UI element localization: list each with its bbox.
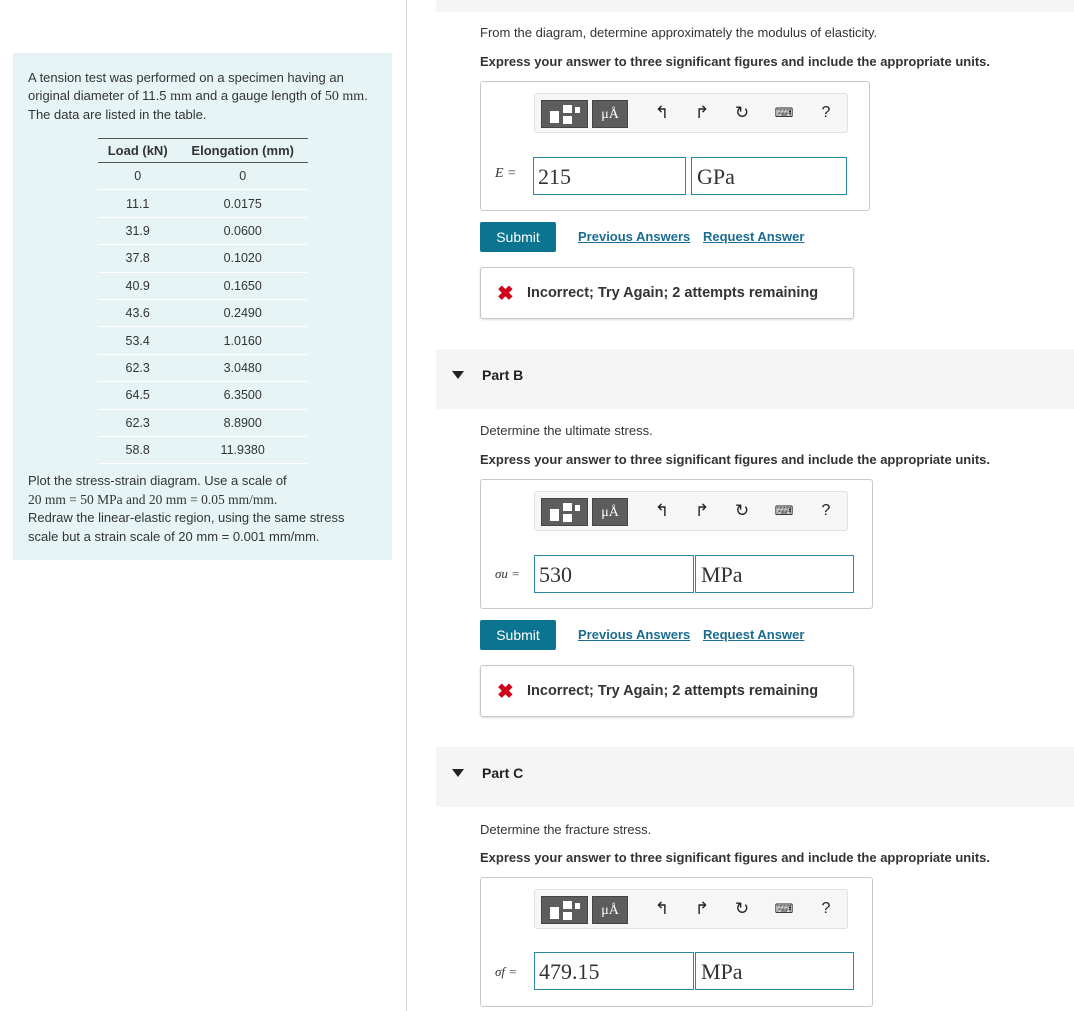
load-cell: 58.8 <box>98 436 177 463</box>
incorrect-icon: ✖ <box>497 283 514 305</box>
redo-icon[interactable]: ↱ <box>694 501 710 520</box>
reset-icon[interactable]: ↻ <box>734 103 750 122</box>
previous-answers-link[interactable]: Previous Answers <box>578 627 691 642</box>
keyboard-icon[interactable]: ⌨ <box>774 901 794 916</box>
help-icon[interactable]: ? <box>821 502 831 519</box>
keyboard-icon[interactable]: ⌨ <box>774 503 794 518</box>
load-cell: 64.5 <box>98 382 177 409</box>
elongation-cell: 0.2490 <box>177 299 308 326</box>
answer-label: E = <box>495 166 517 181</box>
column-divider <box>406 0 407 1011</box>
load-cell: 53.4 <box>98 327 177 354</box>
part-b-header[interactable] <box>436 349 1074 409</box>
templates-button[interactable] <box>541 896 588 924</box>
redo-icon[interactable]: ↱ <box>694 103 710 122</box>
unit-input[interactable]: MPa <box>695 952 854 990</box>
table-row <box>98 299 308 326</box>
problem-panel <box>13 53 392 560</box>
elongation-cell: 0.1020 <box>177 245 308 272</box>
submit-button[interactable]: Submit <box>480 222 556 252</box>
part-c-header[interactable] <box>436 747 1074 807</box>
table-row <box>98 190 308 217</box>
answer-label: σu = <box>495 566 520 581</box>
load-cell: 31.9 <box>98 217 177 244</box>
reset-icon[interactable]: ↻ <box>734 899 750 918</box>
plot-instructions: Plot the stress-strain diagram. Use a scale of 20 mm = 50 MPa and 20 mm = 0.05 mm/mm. Redraw the linear-elastic region, using the same stress scale but a strain scale of 20 mm = 0.001 mm/mm. <box>28 473 345 544</box>
units-button[interactable]: μÅ <box>592 896 628 924</box>
templates-button[interactable] <box>541 498 588 526</box>
table-row <box>98 436 308 463</box>
previous-answers-link[interactable]: Previous Answers <box>578 229 691 244</box>
table-row <box>98 327 308 354</box>
elongation-cell: 3.0480 <box>177 354 308 381</box>
load-cell: 40.9 <box>98 272 177 299</box>
collapse-triangle-icon[interactable] <box>452 769 464 777</box>
request-answer-link[interactable]: Request Answer <box>703 627 805 642</box>
part-b-answer-box <box>480 479 873 609</box>
help-icon[interactable]: ? <box>821 104 831 121</box>
part-a-question: From the diagram, determine approximately the modulus of elasticity. <box>480 25 878 40</box>
math-toolbar <box>534 889 848 929</box>
units-button[interactable]: μÅ <box>592 498 628 526</box>
table-row <box>98 354 308 381</box>
table-row <box>98 409 308 436</box>
part-c-question: Determine the fracture stress. <box>480 822 652 837</box>
answer-label: σf = <box>495 964 518 979</box>
table-row <box>98 272 308 299</box>
table-body <box>98 163 308 464</box>
math-toolbar <box>534 491 848 531</box>
part-a-header-bar <box>436 0 1074 12</box>
elongation-cell: 6.3500 <box>177 382 308 409</box>
table-row <box>98 245 308 272</box>
undo-icon[interactable]: ↰ <box>654 899 670 918</box>
templates-button[interactable] <box>541 100 588 128</box>
load-cell: 0 <box>98 163 177 190</box>
value-input[interactable]: 215 <box>533 157 686 195</box>
part-title: Part B <box>482 367 524 383</box>
elongation-cell: 11.9380 <box>177 436 308 463</box>
unit-input[interactable]: GPa <box>691 157 847 195</box>
help-icon[interactable]: ? <box>821 900 831 917</box>
elongation-cell: 0.0600 <box>177 217 308 244</box>
load-cell: 37.8 <box>98 245 177 272</box>
part-a-answer-box <box>480 81 870 211</box>
math-toolbar <box>534 93 848 133</box>
part-c-answer-box <box>480 877 873 1007</box>
column-header-elongation: Elongation (mm) <box>177 139 308 163</box>
load-cell: 62.3 <box>98 409 177 436</box>
collapse-triangle-icon[interactable] <box>452 371 464 379</box>
data-table <box>98 138 308 464</box>
feedback-message: Incorrect; Try Again; 2 attempts remaining <box>527 683 819 699</box>
table-row <box>98 217 308 244</box>
feedback-box <box>480 267 854 319</box>
elongation-cell: 0.1650 <box>177 272 308 299</box>
feedback-box <box>480 665 854 717</box>
units-button[interactable]: μÅ <box>592 100 628 128</box>
load-cell: 62.3 <box>98 354 177 381</box>
reset-icon[interactable]: ↻ <box>734 501 750 520</box>
table-row <box>98 163 308 190</box>
undo-icon[interactable]: ↰ <box>654 501 670 520</box>
undo-icon[interactable]: ↰ <box>654 103 670 122</box>
problem-statement: A tension test was performed on a specimen having an original diameter of 11.5 mm and a gauge length of 50 mm. The data are listed in the table. <box>28 70 368 122</box>
column-header-load: Load (kN) <box>98 139 177 163</box>
unit-input[interactable]: MPa <box>695 555 854 593</box>
table-row <box>98 382 308 409</box>
part-title: Part C <box>482 765 524 781</box>
redo-icon[interactable]: ↱ <box>694 899 710 918</box>
part-b-question: Determine the ultimate stress. <box>480 423 653 438</box>
submit-button[interactable]: Submit <box>480 620 556 650</box>
value-input[interactable]: 530 <box>534 555 694 593</box>
part-c-instructions: Express your answer to three significant figures and include the appropriate units. <box>480 850 990 865</box>
load-cell: 11.1 <box>98 190 177 217</box>
elongation-cell: 1.0160 <box>177 327 308 354</box>
part-a-instructions: Express your answer to three significant figures and include the appropriate units. <box>480 54 990 69</box>
load-cell: 43.6 <box>98 299 177 326</box>
incorrect-icon: ✖ <box>497 681 514 703</box>
request-answer-link[interactable]: Request Answer <box>703 229 805 244</box>
feedback-message: Incorrect; Try Again; 2 attempts remaining <box>527 285 819 301</box>
elongation-cell: 0.0175 <box>177 190 308 217</box>
part-b-instructions: Express your answer to three significant figures and include the appropriate units. <box>480 452 990 467</box>
elongation-cell: 0 <box>177 163 308 190</box>
keyboard-icon[interactable]: ⌨ <box>774 105 794 120</box>
elongation-cell: 8.8900 <box>177 409 308 436</box>
value-input[interactable]: 479.15 <box>534 952 694 990</box>
